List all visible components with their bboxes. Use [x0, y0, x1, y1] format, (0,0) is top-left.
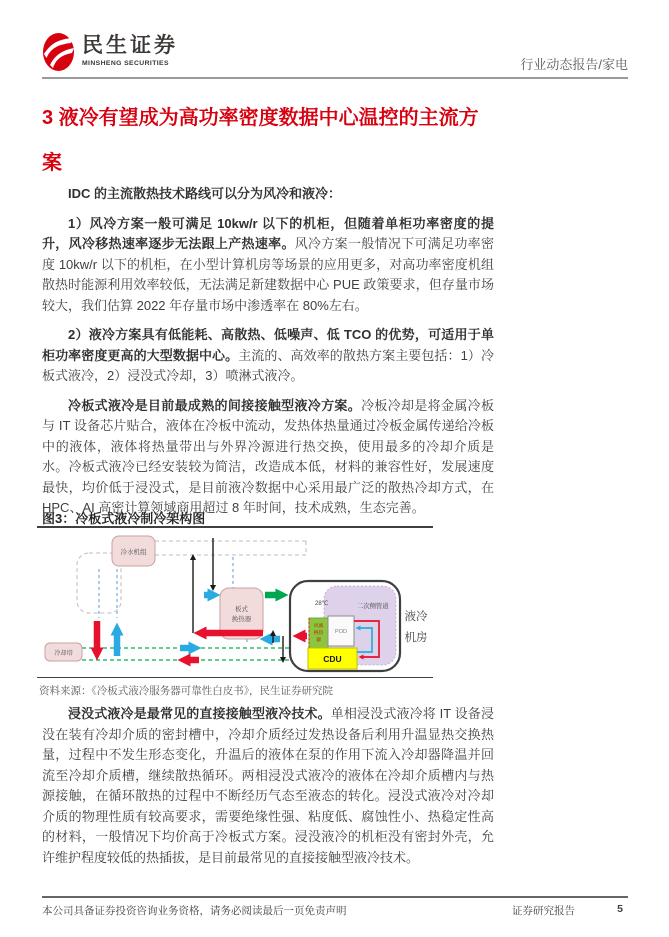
figure-top-rule	[37, 526, 433, 528]
cooling-tower-label: 冷却塔	[54, 650, 73, 657]
immersion-text-column	[42, 704, 494, 868]
body-text-column	[42, 184, 494, 528]
brand-name-en: MINSHENG SECURITIES	[82, 60, 169, 67]
brand-name-cn: 民生证券	[82, 34, 178, 57]
pod-label: POD	[335, 629, 347, 635]
footer-page-number: 5	[617, 903, 623, 915]
report-type-label: 行业动态报告/家电	[520, 57, 628, 72]
paragraph-intro-bold: IDC 的主流散热技术路线可以分为风冷和液冷：	[68, 186, 342, 201]
supply-temp-label: 28℃	[315, 601, 329, 607]
figure-source: 资料来源：《冷板式液冷服务器可靠性白皮书》，民生证券研究院	[39, 685, 333, 697]
air-liquid-hx-label-line1: 风液	[313, 624, 324, 629]
figure-bottom-rule	[37, 677, 433, 678]
paragraph-cold-plate: 冷板式液冷是目前最成熟的间接接触型液冷方案。冷板冷却是将金属冷板与 IT 设备芯片贴合，液体在冷板中流动，发热体热量通过冷板金属传递给冷板中的液体，液体将热量带出与外界冷源进行热交换，使用最多的冷却介质是水。冷板式液冷已经安装较为简洁，改造成本低，材料的兼容性好，发展速度最快，均价低于浸没式，是目前液冷数据中心采用最广泛的散热冷却方式，在 HPC、AI 高密计算领域商用超过 8 年时间，技术成熟，生态完善。	[42, 397, 494, 515]
cold-plate-architecture-diagram	[37, 529, 437, 675]
air-liquid-hx-label-line2: 换热	[313, 631, 324, 636]
footer-divider	[42, 896, 628, 898]
brand-logo	[42, 32, 178, 72]
paragraph-immersion: 浸没式液冷是最常见的直接接触型液冷技术。单相浸没式液冷将 IT 设备浸没在装有冷却介质的密封槽中，冷却介质经过发热设备后利用升温显热交换热量，过程中不发生形态变化，升温后的液体在泵的作用下流入冷却器降温并回流至冷却介质槽，继续散热循环。两相浸没式液冷的液体在冷却介质槽内与热源接触，在循环散热的过程中不断经历气态至液态的转化。浸没式液冷对冷却介质的物理性质有较高要求，需要绝缘性强、粘度低、腐蚀性小、热稳定性高的材料，一般情况下均价高于冷板式方案。浸没液冷的机柜没有密封外壳，允许维护程度较低的热插拔，是目前最常见的直接接触型液冷技术。	[42, 706, 494, 865]
room-label-line1: 液冷	[404, 611, 428, 623]
plate-hx-label-line1: 板式	[235, 606, 248, 613]
room-label-line2: 机房	[404, 632, 428, 644]
plate-hx-label-line2: 换热器	[231, 616, 252, 623]
minsheng-logo-icon	[42, 32, 75, 72]
footer-disclaimer: 本公司具备证券投资咨询业务资格，请务必阅读最后一页免责声明	[42, 905, 347, 917]
air-liquid-hx-label-line3: 器	[316, 638, 321, 643]
chiller-return-dashed-lines	[155, 541, 306, 555]
footer-doc-type: 证券研究报告	[512, 905, 575, 917]
header-divider	[42, 77, 628, 79]
chiller-label: 冷水机组	[120, 549, 147, 556]
section-title: 3 液冷有望成为高功率密度数据中心温控的主流方案	[42, 107, 479, 174]
paragraph-liquid-cooling: 2）液冷方案具有低能耗、高散热、低噪声、低 TCO 的优势，可适用于单柜功率密度更高的大型数据中心。主流的、高效率的散热方案主要包括：1）冷板式液冷，2）浸没式冷却，3）喷淋式液冷。	[42, 327, 494, 383]
paragraph-air-cooling: 1）风冷方案一般可满足 10kw/r 以下的机柜，但随着单柜功率密度的提升，风冷移热速率逐步无法跟上产热速率。风冷方案一般情况下可满足功率密度 10kw/r 以下的机柜，在小型计算机房等场景的应用更多，对高功率密度机组散热时能源利用效率较低，无法满足新建数据中心 PUE 政策要求，但存量市场较大，我们估算 2022 年存量市场中渗透率在 80%左右。	[42, 215, 494, 313]
paragraph-intro	[42, 184, 494, 205]
secondary-pipe-label: 二次侧管道	[357, 603, 389, 610]
cdu-label: CDU	[323, 654, 342, 664]
figure-caption: 图3：冷板式液冷制冷架构图	[42, 511, 206, 526]
